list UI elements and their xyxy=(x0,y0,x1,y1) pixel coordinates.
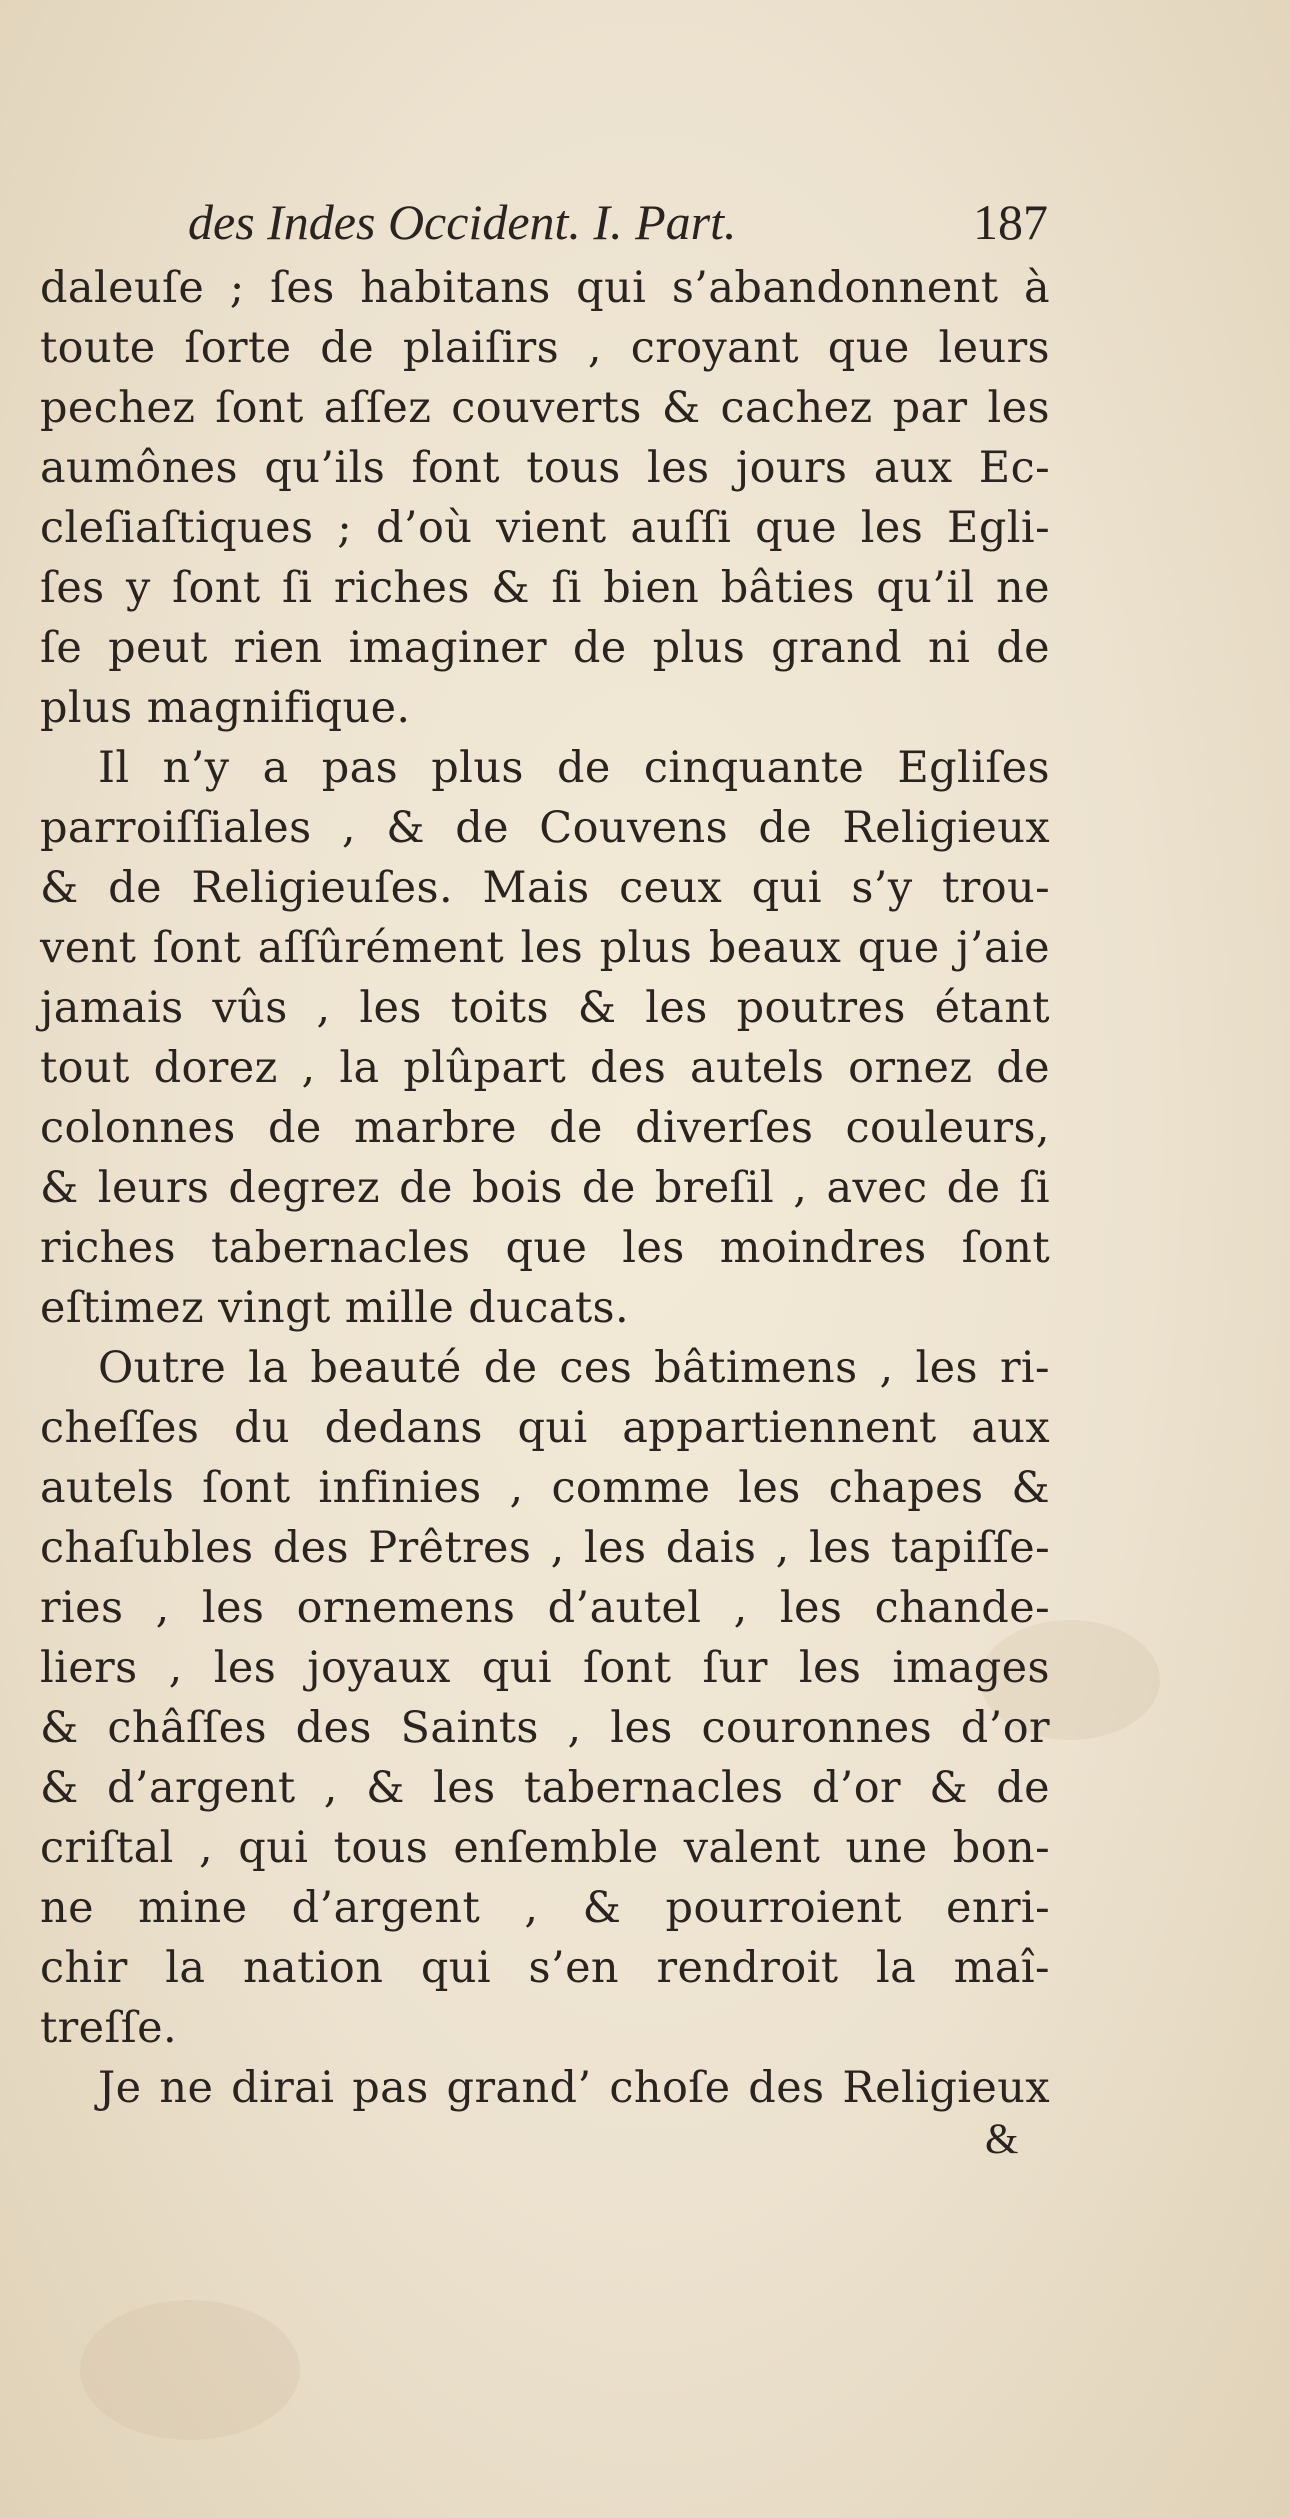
page-number: 187 xyxy=(973,194,1048,250)
text-line: criſtal , qui tous enſemble valent une bon- xyxy=(40,1823,1050,1873)
text-line: ſes y ſont ſi riches & ſi bien bâties qu’il ne xyxy=(40,563,1050,613)
text-line: chir la nation qui s’en rendroit la maî- xyxy=(40,1943,1050,1993)
text-line: Il n’y a pas plus de cinquante Egliſes xyxy=(98,743,1050,793)
text-line: Outre la beauté de ces bâtimens , les ri- xyxy=(98,1343,1050,1393)
text-line: daleuſe ; ſes habitans qui s’abandonnent à xyxy=(40,263,1050,313)
text-line: aumônes qu’ils font tous les jours aux Ec- xyxy=(40,443,1050,493)
running-head xyxy=(188,190,1048,254)
text-line: chaſubles des Prêtres , les dais , les tapiſſe- xyxy=(40,1523,1050,1573)
text-line: ries , les ornemens d’autel , les chande- xyxy=(40,1583,1050,1633)
text-line: & d’argent , & les tabernacles d’or & de xyxy=(40,1763,1050,1813)
text-line: ſe peut rien imaginer de plus grand ni de xyxy=(40,623,1050,673)
text-line: ne mine d’argent , & pourroient enri- xyxy=(40,1883,1050,1933)
text-line: parroiſſiales , & de Couvens de Religieux xyxy=(40,803,1050,853)
running-title: des Indes Occident. I. Part. xyxy=(188,194,737,250)
text-line: tout dorez , la plûpart des autels ornez de xyxy=(40,1043,1050,1093)
text-line: riches tabernacles que les moindres ſont xyxy=(40,1223,1050,1273)
text-line: treſſe. xyxy=(40,2003,178,2053)
text-line: pechez ſont aſſez couverts & cachez par les xyxy=(40,383,1050,433)
text-line: vent ſont aſſûrément les plus beaux que j’aie xyxy=(40,923,1050,973)
catchword: & xyxy=(985,2116,1019,2163)
text-line: colonnes de marbre de diverſes couleurs, xyxy=(40,1103,1050,1153)
text-line: & de Religieuſes. Mais ceux qui s’y trou- xyxy=(40,863,1050,913)
paper-stain xyxy=(80,2300,300,2440)
body-text xyxy=(40,258,1050,2118)
text-line: plus magnifique. xyxy=(40,683,411,733)
text-line: cleſiaſtiques ; d’où vient auſſi que les Egli- xyxy=(40,503,1050,553)
text-line: toute ſorte de plaiſirs , croyant que leurs xyxy=(40,323,1050,373)
text-line: Je ne dirai pas grand’ choſe des Religieux xyxy=(98,2063,1050,2113)
text-line: liers , les joyaux qui ſont ſur les images xyxy=(40,1643,1050,1693)
text-line: & châſſes des Saints , les couronnes d’or xyxy=(40,1703,1050,1753)
text-line: cheſſes du dedans qui appartiennent aux xyxy=(40,1403,1050,1453)
text-line: & leurs degrez de bois de breſil , avec de ſi xyxy=(40,1163,1050,1213)
text-line: eſtimez vingt mille ducats. xyxy=(40,1283,630,1333)
text-line: jamais vûs , les toits & les poutres étant xyxy=(40,983,1050,1033)
text-line: autels ſont infinies , comme les chapes & xyxy=(40,1463,1050,1513)
